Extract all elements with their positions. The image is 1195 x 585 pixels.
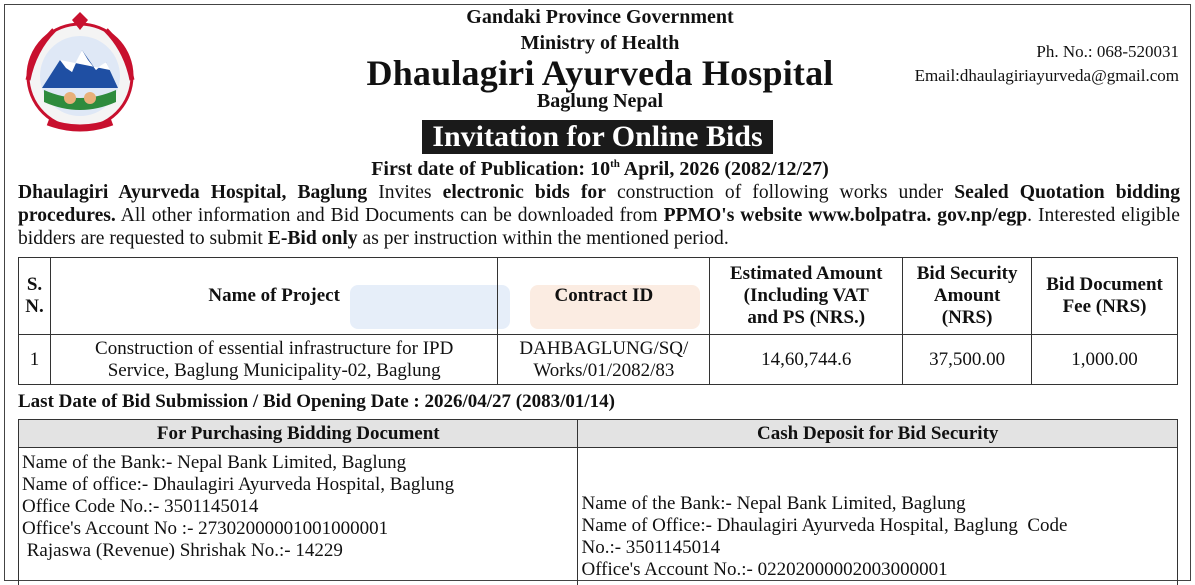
header-fee-line-1: Bid Document bbox=[1046, 274, 1163, 295]
cell-project-line-1: Construction of essential infrastructure for IPD bbox=[95, 337, 454, 359]
email-address: Email:dhaulagiriayurveda@gmail.com bbox=[914, 66, 1179, 85]
table-row bbox=[19, 335, 1178, 385]
cell-bid-security: 37,500.00 bbox=[903, 335, 1032, 385]
ministry-name: Ministry of Health bbox=[520, 32, 680, 54]
header-project: Name of Project bbox=[50, 258, 497, 335]
deposit-office: Name of Office:- Dhaulagiri Ayurveda Hospital, Baglung Code bbox=[581, 515, 1068, 536]
intro-text-2: construction of following works under bbox=[605, 182, 955, 203]
bid-table bbox=[18, 257, 1178, 385]
intro-text-3: All other information and Bid Documents can be downloaded from bbox=[115, 205, 664, 226]
cell-sn: 1 bbox=[19, 335, 51, 385]
last-submission-date: Last Date of Bid Submission / Bid Opening Date : 2026/04/27 (2083/01/14) bbox=[18, 391, 615, 412]
header-sn bbox=[19, 258, 51, 335]
deposit-account-no: Office's Account No.:- 02202000002003000001 bbox=[581, 559, 948, 580]
intro-electronic-bids: electronic bids for bbox=[442, 182, 606, 203]
header-estimate-line-1: Estimated Amount bbox=[729, 263, 883, 284]
hospital-name: Dhaulagiri Ayurveda Hospital bbox=[366, 53, 834, 93]
cell-project-line-2: Service, Baglung Municipality-02, Baglung bbox=[107, 359, 441, 381]
cell-project bbox=[50, 335, 497, 385]
intro-ebid: E-Bid only bbox=[267, 228, 358, 249]
deposit-bank: Name of the Bank:- Nepal Bank Limited, Baglung bbox=[581, 493, 966, 514]
purchase-details bbox=[19, 448, 578, 585]
header-sn-line-2: N. bbox=[25, 296, 44, 317]
cell-document-fee: 1,000.00 bbox=[1032, 335, 1178, 385]
cell-contract-line-2: Works/01/2082/83 bbox=[533, 359, 675, 381]
purchase-office: Name of office:- Dhaulagiri Ayurveda Hospital, Baglung bbox=[22, 474, 455, 495]
header-contract-id: Contract ID bbox=[498, 258, 710, 335]
deposit-details bbox=[578, 448, 1178, 585]
cell-contract-id bbox=[498, 335, 710, 385]
cell-contract-line-1: DAHBAGLUNG/SQ/ bbox=[519, 337, 689, 359]
phone-number: Ph. No.: 068-520031 bbox=[1036, 42, 1179, 61]
cell-estimated-amount: 14,60,744.6 bbox=[710, 335, 903, 385]
purchase-header: For Purchasing Bidding Document bbox=[19, 420, 578, 448]
bid-table-header-row bbox=[19, 258, 1178, 335]
intro-paragraph bbox=[18, 181, 1180, 250]
nepal-government-emblem-icon bbox=[20, 10, 140, 138]
header-estimated-amount bbox=[710, 258, 903, 335]
header-estimate-line-3: and PS (NRS.) bbox=[747, 307, 866, 328]
purchase-office-code: Office Code No.:- 3501145014 bbox=[22, 496, 259, 517]
intro-text-1: Invites bbox=[367, 182, 443, 203]
header-security-line-1: Bid Security bbox=[916, 263, 1018, 284]
purchase-bank: Name of the Bank:- Nepal Bank Limited, Baglung bbox=[22, 452, 407, 473]
header-security-line-3: (NRS) bbox=[941, 307, 993, 328]
intro-hospital: Dhaulagiri Ayurveda Hospital, Baglung bbox=[18, 182, 368, 203]
header-bid-security bbox=[903, 258, 1032, 335]
title-wrapper bbox=[0, 120, 1195, 154]
purchase-account-no: Office's Account No :- 27302000001001000001 bbox=[22, 518, 389, 539]
header-estimate-line-2: (Including VAT bbox=[743, 285, 869, 306]
deposit-office-code: No.:- 3501145014 bbox=[581, 537, 721, 558]
intro-website: PPMO's website www.bolpatra. gov.np/egp bbox=[663, 205, 1028, 226]
payment-table bbox=[18, 419, 1178, 585]
publication-date bbox=[300, 158, 900, 181]
header-fee-line-2: Fee (NRS) bbox=[1062, 296, 1147, 317]
intro-text-5: as per instruction within the mentioned period. bbox=[357, 228, 729, 249]
publication-date-suffix: April, 2026 (2082/12/27) bbox=[619, 158, 829, 180]
header-sn-line-1: S. bbox=[26, 274, 43, 295]
publication-date-prefix: First date of Publication: 10 bbox=[371, 158, 611, 180]
hospital-location: Baglung Nepal bbox=[536, 90, 664, 112]
publication-date-ordinal: th bbox=[610, 158, 620, 170]
government-name: Gandaki Province Government bbox=[466, 6, 734, 28]
payment-detail-row bbox=[19, 448, 1178, 585]
deposit-header: Cash Deposit for Bid Security bbox=[578, 420, 1178, 448]
header-document-fee bbox=[1032, 258, 1178, 335]
purchase-revenue-no: Rajaswa (Revenue) Shrishak No.:- 14229 bbox=[22, 540, 343, 561]
header-security-line-2: Amount bbox=[933, 285, 1001, 306]
intro-text-4: . Interested eligible bidders are requested to submit bbox=[18, 205, 1180, 249]
notice-title: Invitation for Online Bids bbox=[422, 120, 772, 154]
payment-header-row bbox=[19, 420, 1178, 448]
intro-procedure: Sealed Quotation bidding procedures. bbox=[18, 182, 1180, 226]
